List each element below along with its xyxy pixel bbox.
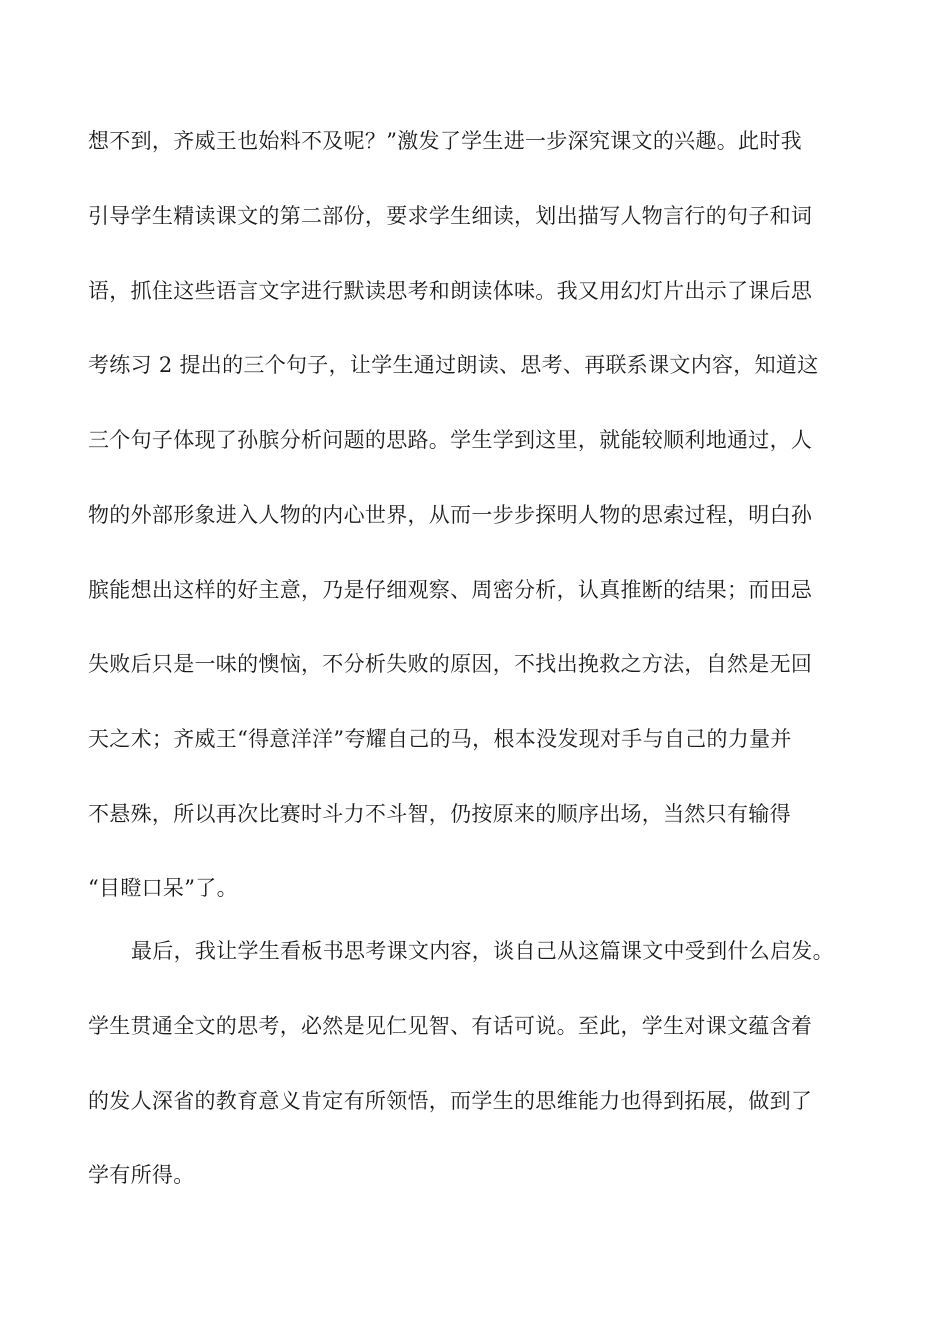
paragraph-1-line-1: 想不到，齐威王也始料不及呢？”激发了学生进一步深究课文的兴趣。此时我 (88, 129, 802, 153)
paragraph-1-line-6: 物的外部形象进入人物的内心世界，从而一步步探明人物的思索过程，明白孙 (88, 503, 813, 527)
paragraph-2-line-3: 的发人深省的教育意义肯定有所领悟，而学生的思维能力也得到拓展，做到了 (88, 1089, 813, 1113)
paragraph-2-line-2: 学生贯通全文的思考，必然是见仁见智、有话可说。至此，学生对课文蕴含着 (88, 1014, 813, 1038)
paragraph-1-line-4: 考练习 2 提出的三个句子，让学生通过朗读、思考、再联系课文内容，知道这 (88, 353, 819, 377)
paragraph-1-line-9: 天之术；齐威王“得意洋洋”夸耀自己的马，根本没发现对手与自己的力量并 (88, 727, 792, 751)
paragraph-2-line-1: 最后，我让学生看板书思考课文内容，谈自己从这篇课文中受到什么启发。 (131, 939, 834, 963)
paragraph-1-line-5: 三个句子体现了孙膑分析问题的思路。学生学到这里，就能较顺利地通过，人 (88, 428, 813, 452)
paragraph-1-line-2: 引导学生精读课文的第二部份，要求学生细读，划出描写人物言行的句子和词 (88, 204, 813, 228)
paragraph-1-line-10: 不悬殊，所以再次比赛时斗力不斗智，仍按原来的顺序出场，当然只有输得 (88, 802, 791, 826)
paragraph-1-line-7: 膑能想出这样的好主意，乃是仔细观察、周密分析，认真推断的结果；而田忌 (88, 578, 813, 602)
paragraph-1-line-11: “目瞪口呆”了。 (88, 876, 238, 900)
paragraph-2-line-4: 学有所得。 (88, 1163, 195, 1187)
paragraph-1-line-3: 语，抓住这些语言文字进行默读思考和朗读体味。我又用幻灯片出示了课后思 (88, 279, 813, 303)
paragraph-1-line-8: 失败后只是一味的懊恼，不分析失败的原因，不找出挽救之方法，自然是无回 (88, 652, 813, 676)
